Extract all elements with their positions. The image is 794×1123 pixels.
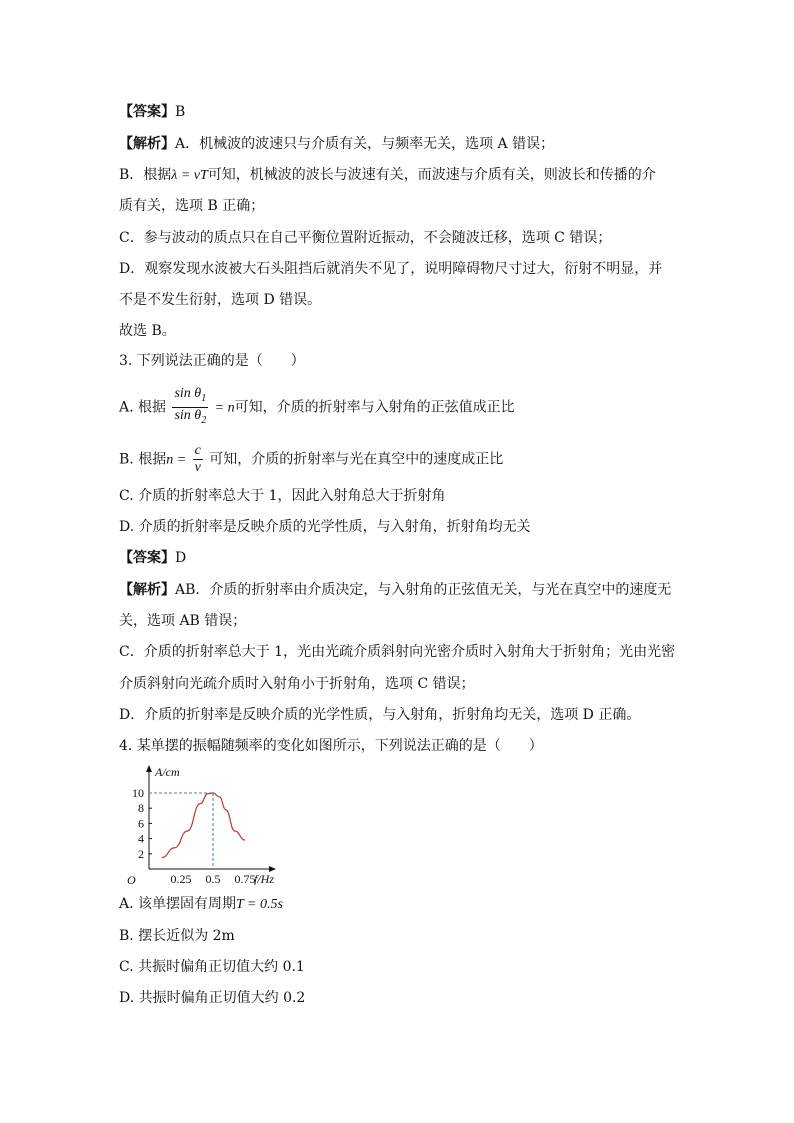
x-tick-label: 0.5 [205, 872, 221, 885]
q2-conclusion: 故选 B。 [119, 323, 176, 339]
resonance-chart [115, 760, 285, 885]
option-text: 可知，介质的折射率与入射角的正弦值成正比 [234, 399, 515, 416]
analysis-tag: 【解析】 [119, 582, 175, 598]
q4-option-c: C. 共振时偏角正切值大约 0.1 [119, 959, 305, 975]
q3-analysis-ab-cont: 关，选项 AB 错误； [119, 613, 247, 629]
fraction [193, 443, 203, 476]
fraction [172, 386, 208, 429]
x-tick-label: 0.25 [170, 872, 192, 885]
q3-option-c: C. 介质的折射率总大于 1，因此入射角总大于折射角 [119, 488, 446, 504]
q3-answer-line [119, 548, 186, 568]
q3-analysis-c: C．介质的折射率总大于 1，光由光疏介质斜射向光密介质时入射角大于折射角；光由光密 [119, 644, 676, 660]
y-tick-label: 10 [132, 786, 144, 800]
fraction-num: sin θ [174, 386, 202, 401]
answer-value: D [175, 550, 187, 566]
q4-stem: 4. 某单摆的振幅随频率的变化如图所示，下列说法正确的是（ ） [119, 738, 543, 754]
subscript: 2 [201, 414, 207, 426]
analysis-text: AB．介质的折射率由介质决定，与入射角的正弦值无关，与光在真空中的速度无 [175, 582, 672, 598]
q2-analysis-b-cont: 质有关，选项 B 正确； [119, 198, 265, 214]
q3-stem: 3. 下列说法正确的是（ ） [119, 353, 305, 369]
y-tick-label: 8 [138, 801, 144, 816]
amplitude-curve [162, 793, 245, 858]
origin-label: O [127, 873, 136, 885]
option-text: 可知，介质的折射率与光在真空中的速度成正比 [209, 451, 504, 468]
subscript: 1 [201, 392, 207, 404]
analysis-text: A．机械波的波速只与介质有关，与频率无关，选项 A 错误； [175, 136, 555, 152]
fraction-num: c [194, 443, 201, 458]
fraction-den: sin θ [174, 407, 202, 423]
q2-analysis-d-cont: 不是不发生衍射，选项 D 错误。 [119, 292, 322, 308]
x-axis-label: f/Hz [254, 872, 275, 885]
q3-option-a [119, 386, 515, 429]
y-tick-label: 4 [138, 831, 144, 846]
analysis-tag: 【解析】 [119, 136, 175, 152]
answer-tag: 【答案】 [119, 550, 175, 566]
answer-value: B [175, 104, 186, 120]
analysis-text: 可知，机械波的波长与波速有关，而波速与介质有关，则波长和传播的介 [207, 167, 656, 183]
q3-analysis-ab [119, 580, 671, 600]
q4-option-b: B. 摆长近似为 2m [119, 928, 235, 944]
q2-analysis-b [119, 165, 656, 185]
q3-option-d: D. 介质的折射率是反映介质的光学性质，与入射角，折射角均无关 [119, 519, 531, 535]
y-tick-label: 6 [138, 816, 144, 831]
y-tick-label: 2 [138, 846, 144, 861]
option-text: A. 该单摆固有周期 [119, 896, 237, 912]
option-label: A. 根据 [119, 399, 167, 416]
x-tick-label: 0.75 [234, 872, 256, 885]
q4-option-d: D. 共振时偏角正切值大约 0.2 [119, 990, 306, 1006]
q2-analysis-a [119, 134, 554, 154]
q2-analysis-d: D．观察发现水波被大石头阻挡后就消失不见了，说明障碍物尺寸过大，衍射不明显，并 [119, 261, 663, 277]
formula: T = 0.5s [236, 897, 283, 912]
q3-option-b [119, 443, 503, 476]
q2-analysis-c: C．参与波动的质点只在自己平衡位置附近振动，不会随波迁移，选项 C 错误； [119, 230, 612, 246]
q3-analysis-c-cont: 介质斜射向光疏介质时入射角小于折射角，选项 C 错误； [119, 676, 475, 692]
q3-analysis-d: D．介质的折射率是反映介质的光学性质，与入射角，折射角均无关，选项 D 正确。 [119, 707, 641, 723]
analysis-text: B．根据 [119, 167, 172, 183]
formula: = n [214, 400, 235, 416]
option-label: B. 根据 [119, 451, 167, 468]
answer-tag: 【答案】 [119, 104, 175, 120]
q4-option-a [119, 894, 283, 914]
fraction-den: v [194, 460, 201, 475]
formula: n = [166, 452, 187, 468]
q2-answer-line [119, 102, 185, 122]
formula: λ = vT [171, 168, 208, 183]
y-axis-label: A/cm [155, 765, 180, 779]
